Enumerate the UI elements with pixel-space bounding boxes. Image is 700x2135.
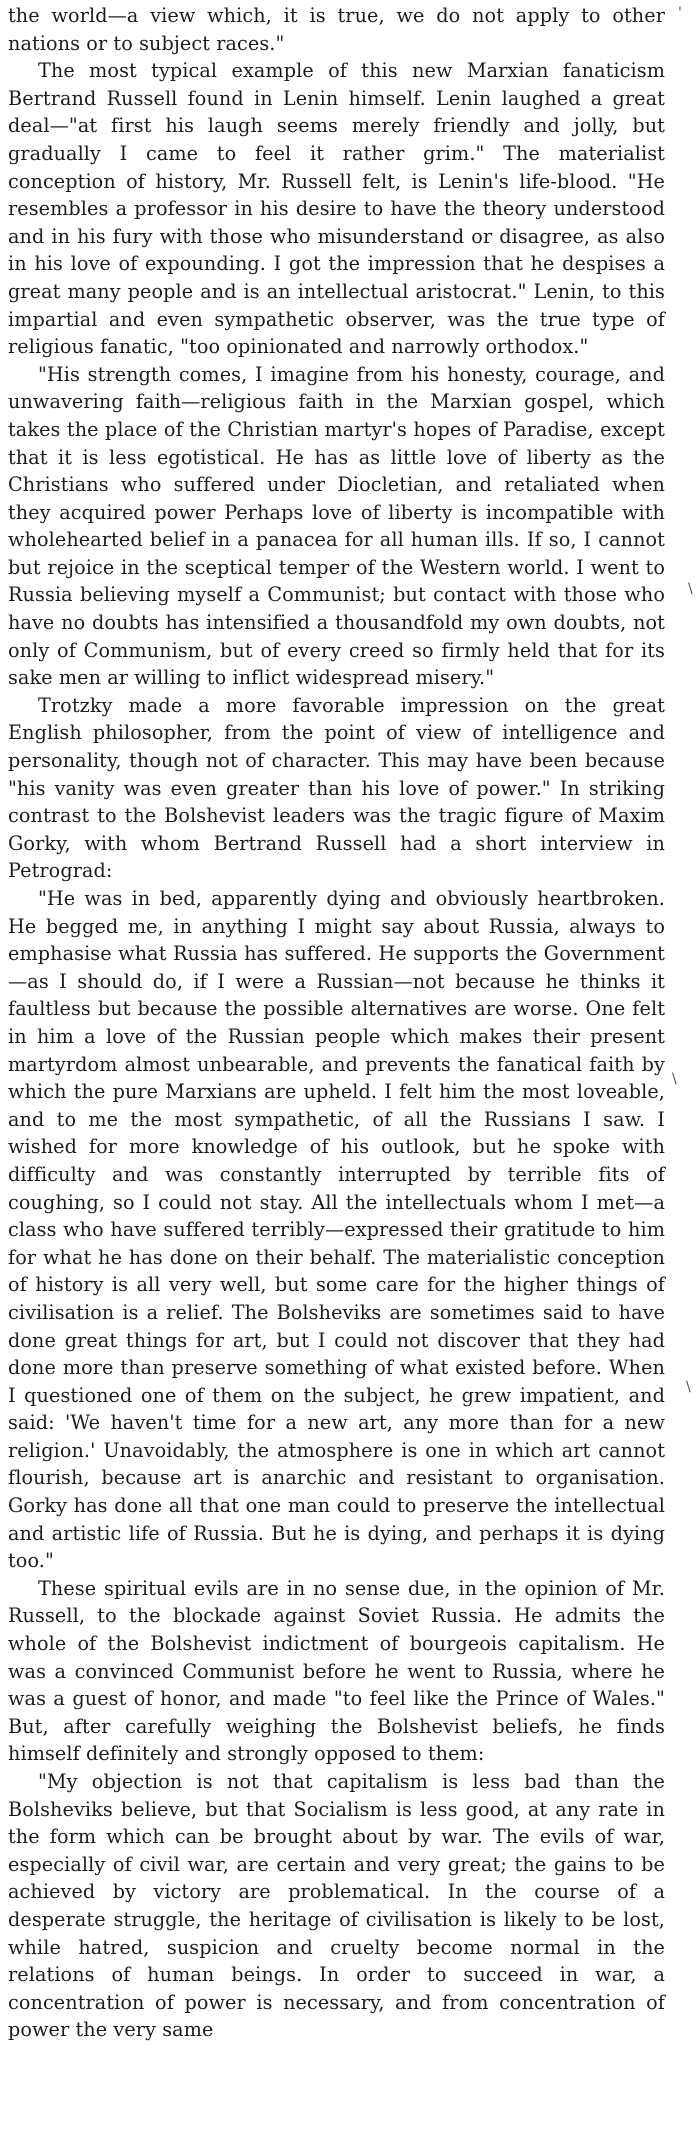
- paragraph-5-quote: "He was in bed, apparently dying and obviously heartbroken. He begged me, in anything I might say about Russia, always to emphasise what Russia has suffered. He supports the Government—as I should do, if I were a Russian—not because he thinks it faultless but because the possible alternatives are worse. One felt in him a love of the Russian people which makes their present martyrdom almost unbearable, and prevents the fanatical faith by which the pure Marxians are upheld. I felt him the most loveable, and to me the most sympathetic, of all the Russians I saw. I wished for more knowledge of his outlook, but he spoke with difficulty and was constantly interrupted by terrible fits of coughing, so I could not stay. All the intellectuals whom I met—a class who have suffered terribly—expressed their gratitude to him for what he has done on their behalf. The materialistic conception of history is all very well, but some care for the higher things of civilisation is a relief. The Bolsheviks are sometimes said to have done great things for art, but I could not discover that they had done more than preserve something of what existed before. When I questioned one of them on the subject, he grew impatient, and said: 'We haven't time for a new art, any more than for a new religion.' Unavoidably, the atmosphere is one in which art cannot flourish, because art is anarchic and resistant to organisation. Gorky has done all that one man could to preserve the intellectual and artistic life of Russia. But he is dying, and perhaps it is dying too.": [8, 887, 665, 1573]
- paragraph-1: the world—a view which, it is true, we do not apply to other nations or to subject races.": [8, 4, 665, 55]
- paragraph-7-quote: "My objection is not that capitalism is less bad than the Bolsheviks believe, but that Socialism is less good, at any rate in the form which can be brought about by war. The evils of war, especially of civil war, are certain and very great; the gains to be achieved by victory are problematical. In the course of a desperate struggle, the heritage of civilisation is likely to be lost, while hatred, suspicion and cruelty become normal in the relations of human beings. In order to succeed in war, a concentration of power is necessary, and from concentration of power the very same: [8, 1770, 665, 2042]
- margin-tick-mark: \: [688, 581, 693, 597]
- margin-tick-mark: \: [686, 1379, 691, 1395]
- paragraph-3-quote: "His strength comes, I imagine from his honesty, courage, and unwavering faith—religious faith in the Marxian gospel, which takes the place of the Christian martyr's hopes of Paradise, except that it is less egotistical. He has as little love of liberty as the Christians who suffered under Diocletian, and retaliated when they acquired power Perhaps love of liberty is incompatible with wholehearted belief in a panacea for all human ills. If so, I cannot but rejoice in the sceptical temper of the Western world. I went to Russia believing myself a Communist; but contact with those who have no doubts has intensified a thousandfold my own doubts, not only of Communism, but of every creed so firmly held that for its sake men ar willing to inflict widespread misery.": [8, 362, 665, 690]
- margin-tick-mark: ': [678, 5, 682, 21]
- paragraph-6: These spiritual evils are in no sense due, in the opinion of Mr. Russell, to the blockade against Soviet Russia. He admits the whole of the Bolshevist indictment of bourgeois capitalism. He was a convinced Communist before he went to Russia, where he was a guest of honor, and made "to feel like the Prince of Wales." But, after carefully weighing the Bolshevist beliefs, he finds himself definitely and strongly opposed to them:: [8, 1576, 665, 1766]
- paragraph-2: The most typical example of this new Marxian fanaticism Bertrand Russell found in Lenin himself. Lenin laughed a great deal—"at first his laugh seems merely friendly and jolly, but gradually I came to feel it rather grim." The materialist conception of history, Mr. Russell felt, is Lenin's life-blood. "He resembles a professor in his desire to have the theory understood and in his fury with those who misunderstand or disagree, as also in his love of expounding. I got the impression that he despises a great many people and is an intellectual aristocrat." Lenin, to this impartial and even sympathetic observer, was the true type of religious fanatic, "too opinionated and narrowly orthodox.": [8, 59, 665, 359]
- margin-tick-mark: \: [672, 1071, 677, 1087]
- paragraph-4: Trotzky made a more favorable impression on the great English philosopher, from the point of view of intelligence and personality, though not of character. This may have been because "his vanity was even greater than his love of power." In striking contrast to the Bolshevist leaders was the tragic figure of Maxim Gorky, with whom Bertrand Russell had a short interview in Petrograd:: [8, 693, 665, 883]
